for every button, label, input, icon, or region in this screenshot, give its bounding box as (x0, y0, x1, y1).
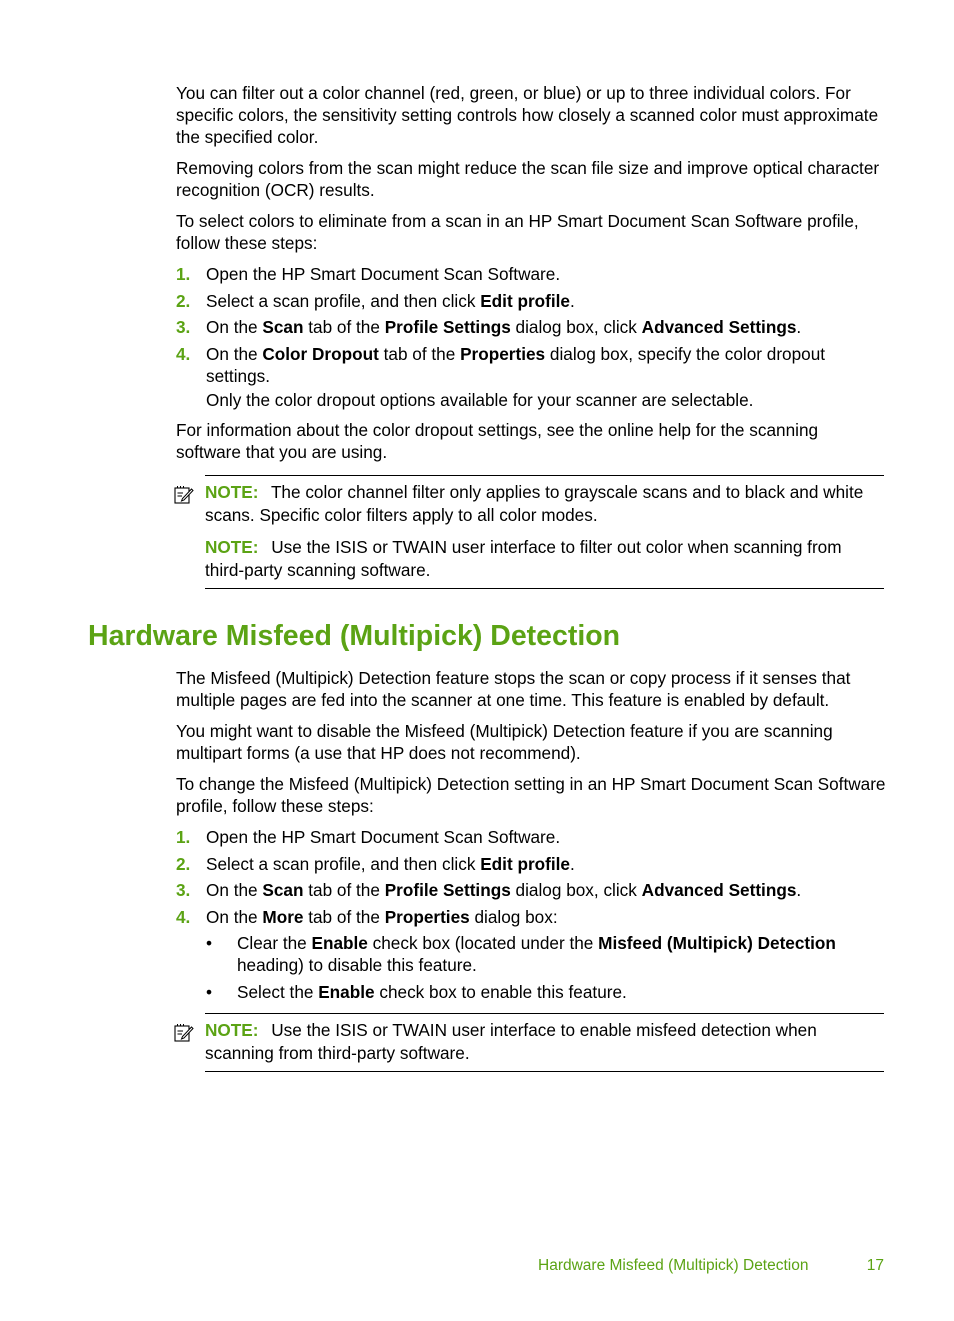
step-number: 4. (176, 343, 191, 364)
note-label: NOTE: (205, 537, 259, 557)
step-2: 2. Select a scan profile, and then click Edit profile. (176, 290, 575, 311)
paragraph: To change the Misfeed (Multipick) Detection setting in an HP Smart Document Scan Software profile, follow these steps: (176, 774, 886, 816)
paragraph: You can filter out a color channel (red, green, or blue) or up to three individual colors. For specific colors, the sensitivity setting controls how closely a scanned color must approximate the specified color. (176, 83, 879, 147)
bullet-item: • Clear the Enable check box (located under the Misfeed (Multipick) Detection heading) to disable this feature. (206, 932, 836, 975)
note-pencil-icon (174, 1023, 194, 1043)
section1-body (176, 82, 886, 472)
page-number: 17 (866, 1257, 884, 1274)
step-number: 4. (176, 906, 191, 927)
note: NOTE: Use the ISIS or TWAIN user interface to enable misfeed detection when scanning from third-party software. (205, 1020, 817, 1063)
bullet-list (206, 932, 886, 1003)
step-1: 1. Open the HP Smart Document Scan Software. (176, 264, 561, 284)
step-4: 4. On the Color Dropout tab of the Properties dialog box, specify the color dropout settings. Only the color dropout options available for your scanner are selectable. (176, 343, 886, 411)
bullet-dot: • (206, 981, 213, 1002)
paragraph: To select colors to eliminate from a scan in an HP Smart Document Scan Software profile, follow these steps: (176, 211, 859, 253)
note-label: NOTE: (205, 1020, 259, 1040)
section2-body (176, 667, 886, 1008)
step-number: 3. (176, 317, 191, 337)
note-label: NOTE: (205, 482, 259, 502)
step-3: 3. On the Scan tab of the Profile Settings dialog box, click Advanced Settings. (176, 880, 802, 900)
note-box (205, 1013, 884, 1072)
paragraph: You might want to disable the Misfeed (Multipick) Detection feature if you are scanning multipart forms (a use that HP does not recommend). (176, 721, 833, 763)
step-4: 4. On the More tab of the Properties dialog box: • Clear the Enable check box (located under the Misfeed (Multipick) Detection heading) to disable this feature. • Select the Enable check box to enable this feature. (176, 906, 886, 1003)
page-footer (538, 1257, 884, 1275)
bullet-item: • Select the Enable check box to enable this feature. (206, 981, 627, 1002)
step-number: 2. (176, 290, 191, 311)
step-number: 1. (176, 264, 191, 284)
step-3: 3. On the Scan tab of the Profile Settings dialog box, click Advanced Settings. (176, 317, 802, 337)
step-number: 2. (176, 853, 191, 874)
note: NOTE: Use the ISIS or TWAIN user interface to filter out color when scanning from third-party scanning software. (205, 537, 842, 580)
paragraph: The Misfeed (Multipick) Detection feature stops the scan or copy process if it senses that multiple pages are fed into the scanner at one time. This feature is enabled by default. (176, 668, 851, 710)
step-2: 2. Select a scan profile, and then click Edit profile. (176, 853, 575, 874)
note: NOTE: The color channel filter only applies to grayscale scans and to black and white scans. Specific color filters apply to all color modes. (205, 482, 864, 525)
bullet-dot: • (206, 932, 213, 953)
step-1: 1. Open the HP Smart Document Scan Software. (176, 827, 561, 847)
note-pencil-icon (174, 485, 194, 505)
step-number: 1. (176, 827, 191, 847)
steps-list (176, 826, 886, 1003)
paragraph: Removing colors from the scan might reduce the scan file size and improve optical character recognition (OCR) results. (176, 158, 880, 200)
paragraph: For information about the color dropout settings, see the online help for the scanning software that you are using. (176, 419, 819, 462)
footer-title: Hardware Misfeed (Multipick) Detection (538, 1257, 809, 1274)
steps-list (176, 263, 886, 411)
step-number: 3. (176, 880, 191, 900)
note-box (205, 475, 884, 589)
section-heading: Hardware Misfeed (Multipick) Detection (88, 620, 621, 652)
step-sub-note: Only the color dropout options available for your scanner are selectable. (206, 389, 754, 410)
